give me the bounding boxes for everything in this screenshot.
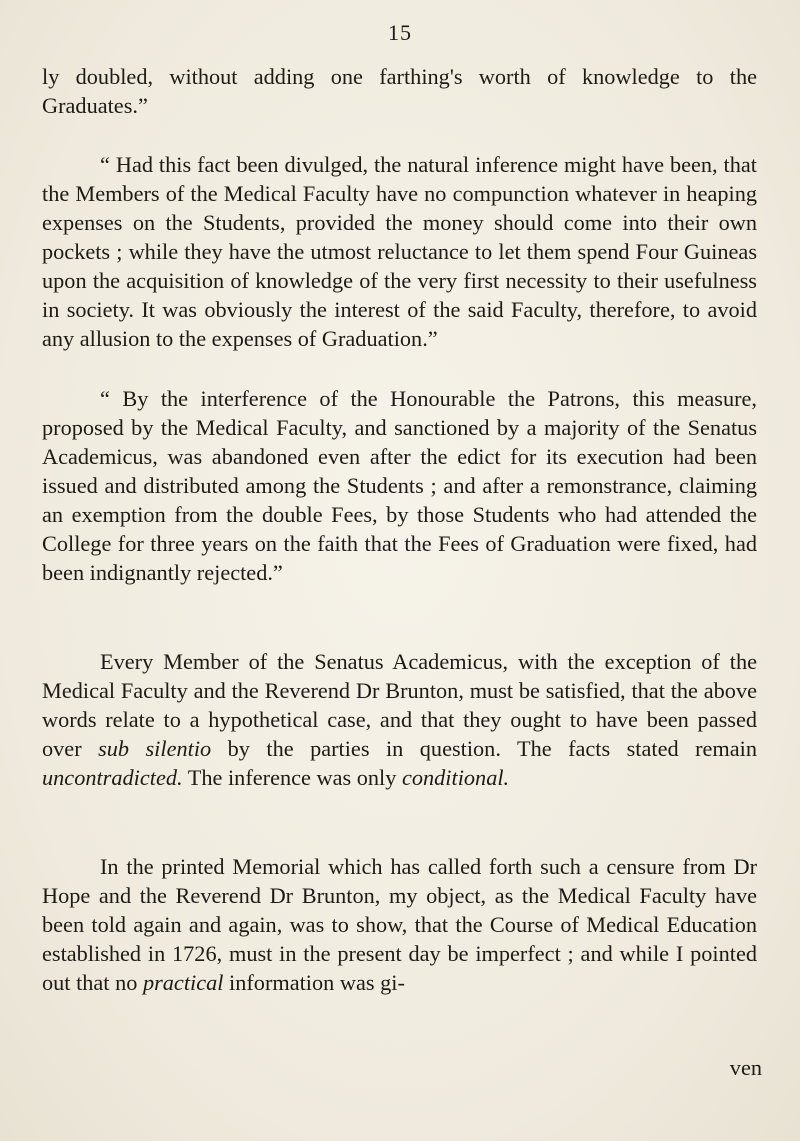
text-run: The inference was only bbox=[182, 765, 402, 790]
paragraph-3 bbox=[42, 384, 757, 587]
text-run: In the printed Memorial which has called forth such a censure from Dr Hope and the Reverend Dr Brunton, my object, as the Medical Faculty have been told again and again, was to show, that the Course of Medical Education established in 1726, must in the present day be imperfect ; and while I pointed out that no bbox=[42, 854, 757, 995]
text-run: “ Had this fact been divulged, the natural inference might have been, that the Members of the Medical Faculty have no compunction whatever in heaping expenses on the Students, provided the money should come into their own pockets ; while they have the utmost reluctance to let them spend Four Guineas upon the acquisition of knowledge of the very first necessity to their usefulness in society. It was obviously the interest of the said Faculty, therefore, to avoid any allusion to the expenses of Graduation.” bbox=[42, 152, 757, 351]
italic-phrase: conditional. bbox=[401, 765, 510, 790]
text-run: Every Member of the Senatus Academicus, with the exception of the Medical Faculty and the Reverend Dr Brunton, must be satisfied, that the above words relate to a hypothetical case, and that they ought to have been passed over bbox=[42, 649, 757, 761]
catchword: ven bbox=[729, 1055, 762, 1080]
page-number: 15 bbox=[388, 20, 412, 45]
text-run: information was gi- bbox=[223, 970, 405, 995]
text-run: ly doubled, without adding one farthing's worth of knowledge to the Graduates.” bbox=[42, 64, 757, 118]
italic-phrase: practical bbox=[142, 970, 224, 995]
italic-phrase: sub silentio bbox=[98, 736, 212, 761]
text-run: “ By the interference of the Honourable the Patrons, this measure, proposed by the Medical Faculty, and sanctioned by a majority of the Senatus Academicus, was abandoned even after the edict for its execution had been issued and distributed among the Students ; and after a remonstrance, claiming an exemption from the double Fees, by those Students who had attended the College for three years on the faith that the Fees of Graduation were fixed, had been indignantly rejected.” bbox=[42, 386, 757, 585]
paragraph-4 bbox=[42, 647, 757, 792]
paragraph-5 bbox=[42, 852, 757, 997]
paragraph-2 bbox=[42, 150, 757, 353]
paragraph-1 bbox=[42, 62, 757, 120]
italic-phrase: uncontradicted. bbox=[42, 765, 183, 790]
text-run: by the parties in question. The facts stated remain bbox=[211, 736, 757, 761]
